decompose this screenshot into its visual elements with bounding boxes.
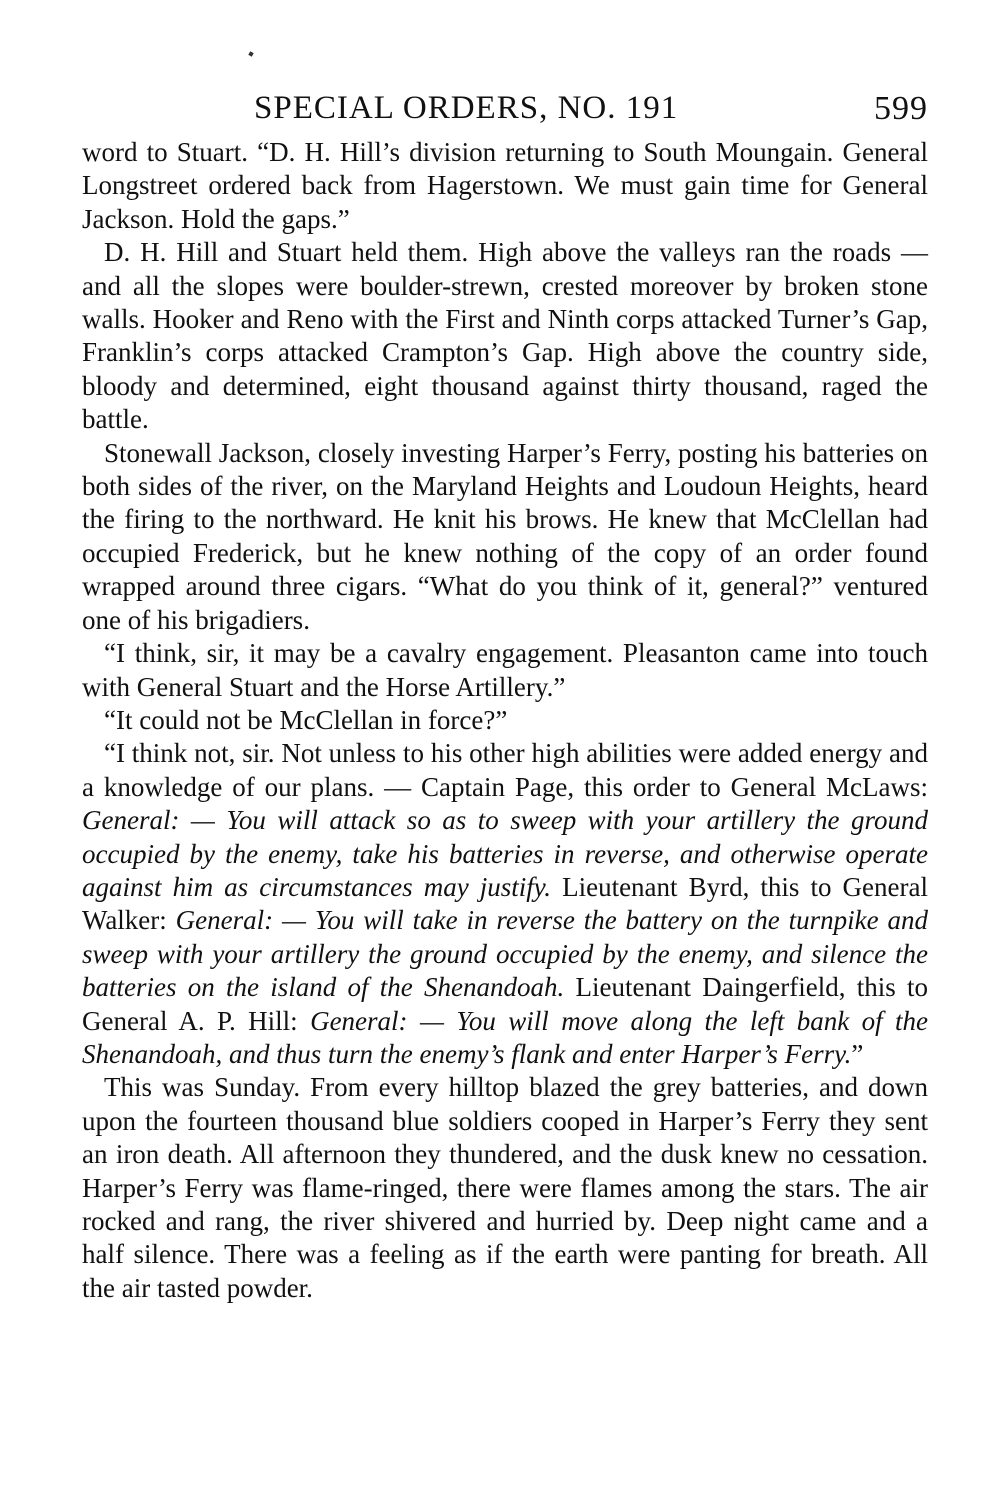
paragraph [82,437,928,637]
text-run: word to Stuart. “D. H. Hill’s division returning to South Moungain. General Longstreet ordered back from Hagerstown. We must gain time for General Jackson. Hold the gaps.” [82,137,928,234]
italic-order-text: General: — You will attack so as to sweep with your artillery the ground occupied by the enemy, take his batteries in reverse, and otherwise operate against him as circumstances may justify. [82,805,928,902]
running-header [82,80,928,136]
book-page [82,80,928,1305]
italic-order-text: General: — You will move along the left bank of the Shenandoah, and thus turn the enemy’s flank and enter Harper’s Ferry. [82,1005,928,1069]
paragraph [82,737,928,1071]
text-run: “I think not, sir. Not unless to his other high abilities were added energy and a knowledge of our plans. — Captain Page, this order to General McLaws: [82,738,928,802]
body-text [82,136,928,1305]
paragraph [82,136,928,236]
page-number: 599 [874,90,928,127]
stray-ink-mark [248,51,253,56]
text-run: “I think, sir, it may be a cavalry engagement. Pleasanton came into touch with General Stuart and the Horse Artillery.” [82,638,928,702]
text-run: D. H. Hill and Stuart held them. High above the valleys ran the roads — and all the slopes were boulder-strewn, crested moreover by broken stone walls. Hooker and Reno with the First and Ninth corps attacked Turner’s Gap, Franklin’s corps attacked Crampton’s Gap. High above the country side, bloody and determined, eight thousand against thirty thousand, raged the battle. [82,237,928,435]
text-run: ” [851,1038,864,1069]
text-run: Lieutenant Daingerfield, this to General A. P. Hill: [82,972,929,1036]
paragraph [82,1071,928,1305]
text-run: Lieutenant Byrd, this to General Walker: [82,871,928,936]
italic-order-text: General: — You will take in reverse the battery on the turnpike and sweep with your artillery the ground occupied by the enemy, and silence the batteries on the island of the Shenandoah. [82,905,928,1003]
text-run: “It could not be McClellan in force?” [104,704,508,735]
text-run: Stonewall Jackson, closely investing Harper’s Ferry, posting his batteries on both sides of the river, on the Maryland Heights and Loudoun Heights, heard the firing to the northward. He knit his brows. He knew that McClellan had occupied Frederick, but he knew nothing of the copy of an order found wrapped around three cigars. “What do you think of it, general?” ventured one of his brigadiers. [82,437,928,635]
paragraph [82,236,928,436]
paragraph [82,704,928,737]
paragraph [82,637,928,704]
running-title: SPECIAL ORDERS, NO. 191 [254,90,679,126]
text-run: This was Sunday. From every hilltop blazed the grey batteries, and down upon the fourteen thousand blue soldiers cooped in Harper’s Ferry they sent an iron death. All afternoon they thundered, and the dusk knew no cessation. Harper’s Ferry was flame-ringed, there were flames among the stars. The air rocked and rang, the river shivered and hurried by. Deep night came and a half silence. There was a feeling as if the earth were panting for breath. All the air tasted powder. [82,1072,928,1303]
